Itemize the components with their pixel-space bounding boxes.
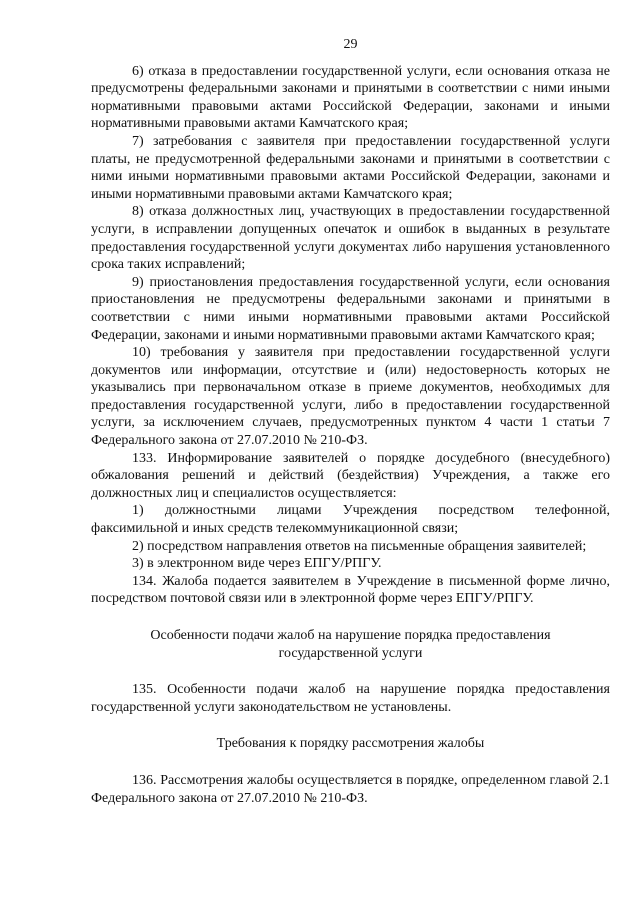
section-heading-complaint-features-line2: государственной услуги (278, 645, 423, 661)
clause-136: 136. Рассмотрения жалобы осуществляется в порядке, определенном главой 2.1 Федерального закона от 27.07.2010 № 210-ФЗ. (91, 772, 610, 806)
item-9-suspension: 9) приостановления предоставления государственной услуги, если основания приостановления не предусмотрены федеральными законами и принятыми в соответствии с ними иными нормативными правовыми актами Российской Федерации, законами и иными нормативными правовыми актами Камчатского края; (91, 274, 610, 343)
section-heading-review-requirements: Требования к порядку рассмотрения жалобы (216, 736, 485, 752)
page-number: 29 (343, 37, 358, 52)
clause-133-item-1: 1) должностными лицами Учреждения посредством телефонной, факсимильной и иных средств телекоммуникационной связи; (91, 503, 610, 537)
clause-135: 135. Особенности подачи жалоб на нарушение порядка предоставления государственной услуги законодательством не установлены. (91, 682, 610, 715)
item-7-fee-demand: 7) затребования с заявителя при предоставлении государственной услуги платы, не предусмотренной федеральными законами и принятыми в соответствии с ними иными нормативными правовыми актами Российской Федерации, законами и иными нормативными правовыми актами Камчатского края; (91, 133, 610, 202)
clause-133: 133. Информирование заявителей о порядке досудебного (внесудебного) обжалования решений и действий (бездействия) Учреждения, а также его должностных лиц и специалистов осуществляется: (91, 450, 610, 501)
item-10-documents-demand: 10) требования у заявителя при предоставлении государственной услуги документов или информации, отсутствие и (или) недостоверность которых не указывались при первоначальном отказе в приеме документов, необходимых для предоставления государственной услуги, либо в предоставлении государственной услуги, за исключением случаев, предусмотренных пунктом 4 части 1 статьи 7 Федерального закона от 27.07.2010 № 210-ФЗ. (91, 345, 610, 449)
section-heading-complaint-features-line1: Особенности подачи жалоб на нарушение порядка предоставления (150, 628, 551, 643)
clause-133-item-3: 3) в электронном виде через ЕПГУ/РПГУ. (132, 556, 382, 572)
clause-133-item-2: 2) посредством направления ответов на письменные обращения заявителей; (132, 538, 587, 554)
clause-134: 134. Жалоба подается заявителем в Учреждение в письменной форме лично, посредством почтовой связи или в электронной форме через ЕПГУ/РПГУ. (91, 573, 610, 607)
item-6-refusal: 6) отказа в предоставлении государственной услуги, если основания отказа не предусмотрены федеральными законами и принятыми в соответствии с ними иными нормативными правовыми актами Российской Федерации, законами и иными нормативными правовыми актами Камчатского края; (91, 63, 610, 132)
item-8-correction-refusal: 8) отказа должностных лиц, участвующих в предоставлении государственной услуги, в исправлении допущенных опечаток и ошибок в выданных в результате предоставления государственной услуги документах либо нарушения установленного срока таких исправлений; (91, 204, 610, 273)
